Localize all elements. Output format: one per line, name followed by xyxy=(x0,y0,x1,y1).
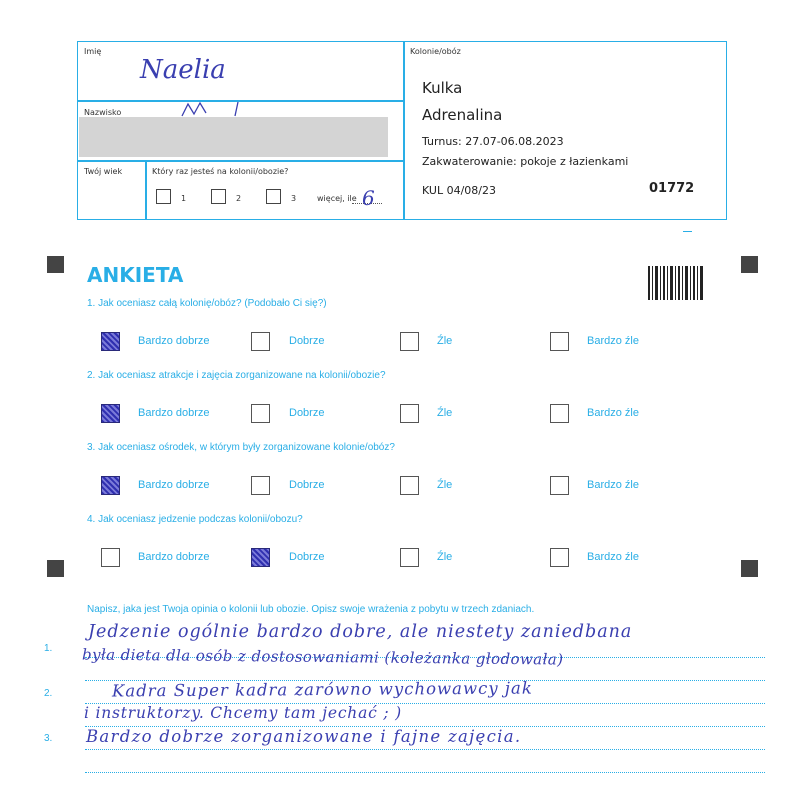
kolonia-type: Adrenalina xyxy=(422,106,503,124)
kolonia-name: Kulka xyxy=(422,79,463,97)
visit-option-3-checkbox[interactable] xyxy=(266,189,281,204)
opinion-handwriting-2[interactable]: była dieta dla osób z dostosowaniami (koleżanka głodowała) xyxy=(81,645,564,669)
registration-marker-top-right xyxy=(741,256,758,273)
question-2-option-3-checkbox[interactable] xyxy=(400,404,419,423)
question-2-option-4-label: Bardzo źle xyxy=(587,407,639,419)
visit-option-2-label: 2 xyxy=(236,194,242,203)
question-4-option-3-checkbox[interactable] xyxy=(400,548,419,567)
registration-marker-bottom-right xyxy=(741,560,758,577)
question-4-option-4-label: Bardzo źle xyxy=(587,551,639,563)
question-1-option-1-label: Bardzo dobrze xyxy=(138,335,210,347)
ktory-raz-label: Który raz jesteś na kolonii/obozie? xyxy=(152,167,289,176)
nazwisko-label: Nazwisko xyxy=(84,108,122,117)
question-3-option-3-checkbox[interactable] xyxy=(400,476,419,495)
opinion-prompt: Napisz, jaka jest Twoja opinia o kolonii lub obozie. Opisz swoje wrażenia z pobytu w trzech zdaniach. xyxy=(87,604,535,615)
imie-label: Imię xyxy=(84,47,102,56)
imie-value[interactable]: Naelia xyxy=(140,55,226,85)
registration-marker-top-left xyxy=(47,256,64,273)
question-4-text: 4. Jak oceniasz jedzenie podczas kolonii/obozu? xyxy=(87,514,303,525)
barcode xyxy=(648,266,703,300)
question-2-option-1-label: Bardzo dobrze xyxy=(138,407,210,419)
kolonie-label: Kolonie/obóz xyxy=(410,47,461,56)
question-3-option-1-label: Bardzo dobrze xyxy=(138,479,210,491)
question-4-option-1-label: Bardzo dobrze xyxy=(138,551,210,563)
corner-tick xyxy=(683,231,692,232)
line-number-3: 3. xyxy=(44,733,53,744)
opinion-handwriting-5[interactable]: Bardzo dobrze zorganizowane i fajne zajęcia. xyxy=(86,727,522,746)
question-4-option-2-checkbox[interactable] xyxy=(251,548,270,567)
answer-line-6 xyxy=(85,772,765,773)
question-1-text: 1. Jak oceniasz całą kolonię/obóz? (Podobało Ci się?) xyxy=(87,298,327,309)
header-divider-2 xyxy=(77,160,404,162)
wiecej-value[interactable]: 6 xyxy=(362,186,375,210)
opinion-handwriting-1[interactable]: Jedzenie ogólnie bardzo dobre, ale niestety zaniedbana xyxy=(88,622,633,642)
visit-option-1-label: 1 xyxy=(181,194,187,203)
question-1-option-4-checkbox[interactable] xyxy=(550,332,569,351)
line-number-1: 1. xyxy=(44,643,53,654)
visit-option-2-checkbox[interactable] xyxy=(211,189,226,204)
registration-marker-bottom-left xyxy=(47,560,64,577)
question-1-option-4-label: Bardzo źle xyxy=(587,335,639,347)
zakwaterowanie: Zakwaterowanie: pokoje z łazienkami xyxy=(422,155,629,168)
question-1-option-3-checkbox[interactable] xyxy=(400,332,419,351)
question-1-option-2-label: Dobrze xyxy=(289,335,325,347)
question-4-option-4-checkbox[interactable] xyxy=(550,548,569,567)
question-4-option-2-label: Dobrze xyxy=(289,551,325,563)
question-1-option-2-checkbox[interactable] xyxy=(251,332,270,351)
question-2-option-2-checkbox[interactable] xyxy=(251,404,270,423)
question-4-option-1-checkbox[interactable] xyxy=(101,548,120,567)
code: KUL 04/08/23 xyxy=(422,184,496,197)
nazwisko-redaction xyxy=(79,117,388,157)
question-3-text: 3. Jak oceniasz ośrodek, w którym były zorganizowane kolonie/obóz? xyxy=(87,442,395,453)
header-divider-vertical xyxy=(403,41,405,220)
question-3-option-4-checkbox[interactable] xyxy=(550,476,569,495)
survey-title: ANKIETA xyxy=(87,263,184,287)
question-3-option-1-checkbox[interactable] xyxy=(101,476,120,495)
question-2-option-3-label: Źle xyxy=(437,407,453,419)
question-3-option-4-label: Bardzo źle xyxy=(587,479,639,491)
question-3-option-3-label: Źle xyxy=(437,479,453,491)
line-number-2: 2. xyxy=(44,688,53,699)
opinion-handwriting-3[interactable]: Kadra Super kadra zarówno wychowawcy jak xyxy=(111,678,533,701)
question-2-option-2-label: Dobrze xyxy=(289,407,325,419)
form-number: 01772 xyxy=(649,181,695,196)
question-2-option-4-checkbox[interactable] xyxy=(550,404,569,423)
visit-option-1-checkbox[interactable] xyxy=(156,189,171,204)
question-2-option-1-checkbox[interactable] xyxy=(101,404,120,423)
wiecej-label: więcej, ile xyxy=(317,194,357,203)
turnus: Turnus: 27.07-06.08.2023 xyxy=(422,135,564,148)
question-3-option-2-checkbox[interactable] xyxy=(251,476,270,495)
header-divider-3 xyxy=(145,160,147,220)
question-1-option-1-checkbox[interactable] xyxy=(101,332,120,351)
question-3-option-2-label: Dobrze xyxy=(289,479,325,491)
opinion-handwriting-4[interactable]: i instruktorzy. Chcemy tam jechać ; ) xyxy=(84,704,402,722)
visit-option-3-label: 3 xyxy=(291,194,297,203)
nazwisko-handwriting-fragment xyxy=(180,98,260,118)
answer-line-5 xyxy=(85,749,765,750)
question-2-text: 2. Jak oceniasz atrakcje i zajęcia zorganizowane na kolonii/obozie? xyxy=(87,370,386,381)
question-1-option-3-label: Źle xyxy=(437,335,453,347)
wiek-label: Twój wiek xyxy=(84,167,123,176)
question-4-option-3-label: Źle xyxy=(437,551,453,563)
